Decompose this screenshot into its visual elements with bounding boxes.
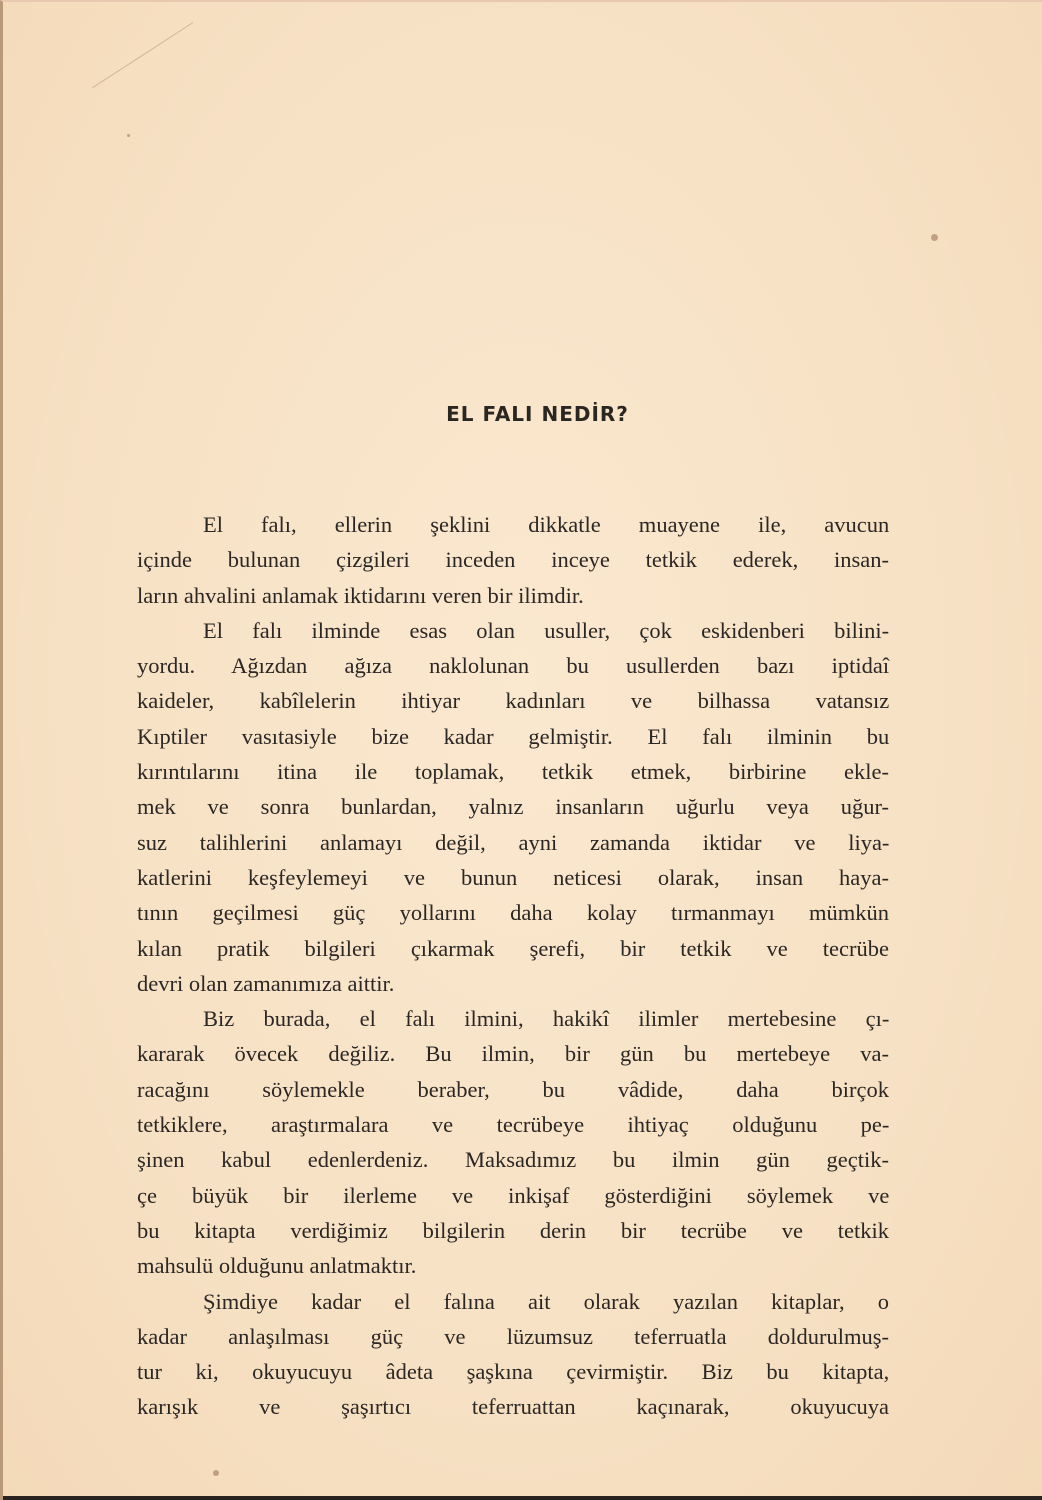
text-line: racağını söylemekle beraber, bu vâdide, daha birçok — [137, 1076, 889, 1102]
text-line: Biz burada, el falı ilmini, hakikî ilimler mertebesine çı- — [203, 1006, 890, 1032]
text-line: kadar anlaşılması güç ve lüzumsuz teferruatla doldurulmuş- — [137, 1323, 889, 1349]
text-line: kaideler, kabîlelerin ihtiyar kadınları ve bilhassa vatansız — [137, 688, 890, 714]
text-line: ların ahvalini anlamak iktidarını veren bir ilimdir. — [137, 582, 584, 608]
page-bottom-edge — [3, 1496, 1042, 1500]
text-line: yordu. Ağızdan ağıza naklolunan bu usullerden bazı iptidaî — [137, 653, 890, 679]
text-line: kılan pratik bilgileri çıkarmak şerefi, bir tetkik ve tecrübe — [137, 935, 889, 961]
text-line: karışık ve şaşırtıcı teferruattan kaçınarak, okuyucuya — [137, 1394, 890, 1420]
text-line: mahsulü olduğunu anlatmaktır. — [137, 1253, 417, 1279]
paper-speck — [213, 1470, 219, 1476]
text-line: çe büyük bir ilerleme ve inkişaf gösterdiğini söylemek ve — [137, 1182, 890, 1208]
paragraph — [137, 613, 889, 1001]
text-line: tının geçilmesi güç yollarını daha kolay tırmanmayı mümkün — [137, 900, 889, 926]
text-line: El falı ilminde esas olan usuller, çok eskidenberi bilini- — [203, 617, 890, 643]
text-line: bu kitapta verdiğimiz bilgilerin derin bir tecrübe ve tetkik — [137, 1217, 889, 1243]
text-line: şinen kabul edenlerdeniz. Maksadımız bu ilmin gün geçtik- — [137, 1147, 889, 1173]
paragraph — [137, 1284, 889, 1425]
paper-speck — [127, 134, 130, 137]
paragraph — [137, 1001, 889, 1283]
text-line: Şimdiye kadar el falına ait olarak yazılan kitaplar, o — [203, 1288, 889, 1314]
text-line: katlerini keşfeylemeyi ve bunun neticesi olarak, insan haya- — [137, 864, 889, 890]
chapter-heading: EL FALI NEDİR? — [446, 402, 629, 426]
text-line: mek ve sonra bunlardan, yalnız insanların uğurlu veya uğur- — [137, 794, 889, 820]
text-line: devri olan zamanımıza aittir. — [137, 970, 395, 996]
paper-crease — [92, 22, 193, 88]
paper-speck — [931, 234, 938, 241]
text-line: kırıntılarını itina ile toplamak, tetkik etmek, birbirine ekle- — [137, 759, 889, 785]
text-line: Kıptiler vasıtasiyle bize kadar gelmiştir. El falı ilminin bu — [137, 723, 890, 749]
text-line: suz talihlerini anlamayı değil, ayni zamanda iktidar ve liya- — [137, 829, 890, 855]
text-line: El falı, ellerin şeklini dikkatle muayene ile, avucun — [203, 512, 890, 537]
paragraph — [137, 507, 889, 613]
text-line: kararak övecek değiliz. Bu ilmin, bir gün bu mertebeye va- — [137, 1041, 889, 1067]
text-line: içinde bulunan çizgileri inceden inceye tetkik ederek, insan- — [137, 547, 890, 573]
chapter-body — [137, 507, 889, 1425]
text-line: tur ki, okuyucuyu âdeta şaşkına çevirmiştir. Biz bu kitapta, — [137, 1359, 890, 1385]
text-line: tetkiklere, araştırmalara ve tecrübeye ihtiyaç olduğunu pe- — [137, 1112, 890, 1138]
